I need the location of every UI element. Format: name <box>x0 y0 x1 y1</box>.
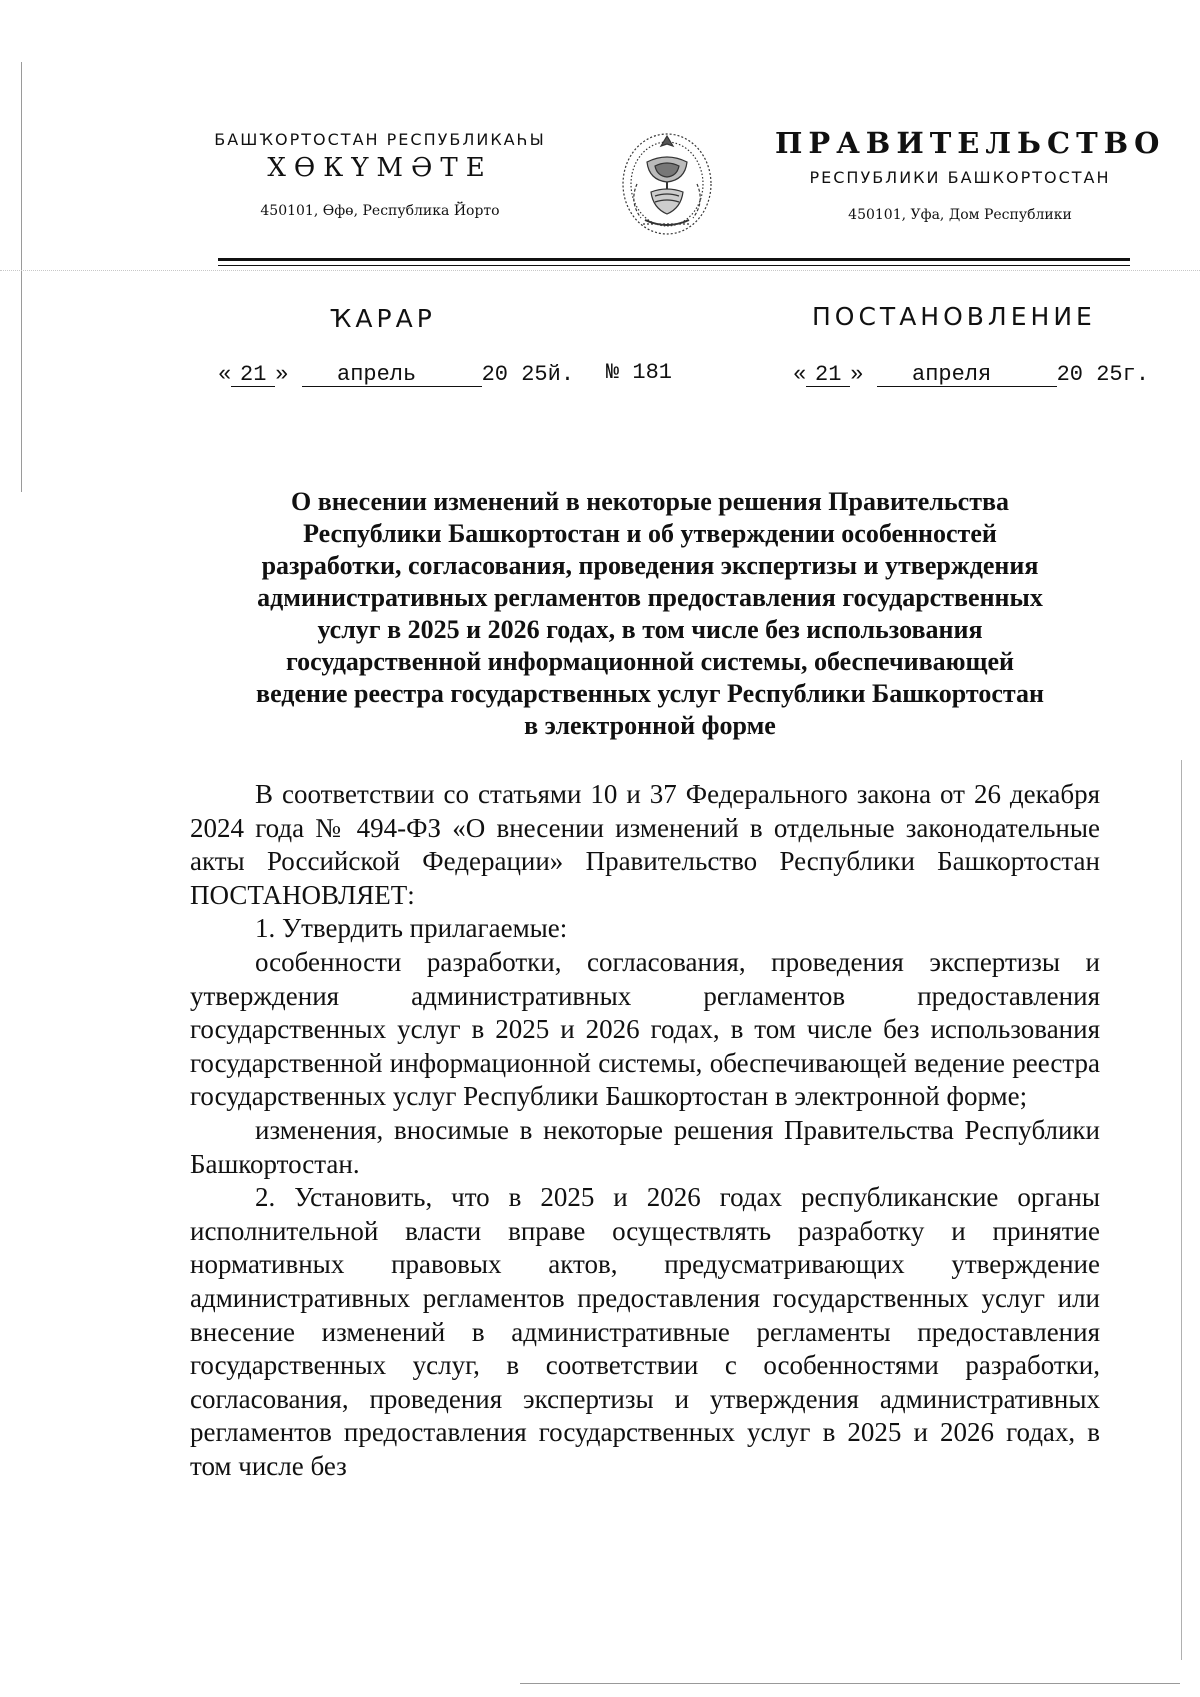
date-open-quote: « <box>793 362 807 387</box>
letterhead-russian-address: 450101, Уфа, Дом Республики <box>848 207 1072 223</box>
date-bashkir <box>218 362 574 387</box>
letterhead-bashkir-government: ХӨКҮМӘТЕ <box>267 153 493 183</box>
letterhead-russian <box>775 126 1166 223</box>
date-month-blank <box>1027 364 1057 387</box>
body-paragraph-subitem-features: особенности разработки, согласования, проведения экспертизы и утверждения административных регламентов предоставления государственных услуг в 2025 и 2026 годах, в том числе без использования государственной информационной системы, обеспечивающей ведение реестра государственных услуг Республики Башкортостан в электронной форме; <box>190 946 1100 1112</box>
date-open-quote: « <box>218 362 232 387</box>
date-year-suffix: 25й. <box>521 362 575 387</box>
date-year-prefix: 20 <box>481 362 509 387</box>
title-line: государственной информационной системы, обеспечивающей <box>286 647 1014 676</box>
document-body <box>190 778 1100 1483</box>
date-close-quote: » <box>275 362 289 387</box>
date-day: 21 <box>231 364 275 387</box>
title-line: разработки, согласования, проведения экспертизы и утверждения <box>261 551 1039 580</box>
date-month-blank <box>452 364 482 387</box>
doc-kind-bashkir: ҠАРАР <box>330 304 436 333</box>
scan-edge-left <box>21 62 22 492</box>
body-paragraph-item-1: 1. Утвердить прилагаемые: <box>255 913 568 944</box>
body-paragraph-preamble: В соответствии со статьями 10 и 37 Федерального закона от 26 декабря 2024 года № 494-ФЗ «О внесении изменений в отдельные законодательные акты Российской Федерации» Правительство Республики Башкортостан ПОСТАНОВЛЯЕТ: <box>190 779 1100 910</box>
title-line: в электронной форме <box>524 711 776 740</box>
title-line: ведение реестра государственных услуг Республики Башкортостан <box>256 679 1044 708</box>
date-day: 21 <box>806 364 850 387</box>
date-year-prefix: 20 <box>1056 362 1084 387</box>
scan-edge-right <box>1181 760 1182 1660</box>
date-close-quote: » <box>850 362 864 387</box>
letterhead-bashkir-republic: БАШҠОРТОСТАН РЕСПУБЛИКАҺЫ <box>214 130 546 149</box>
body-paragraph-item-2: 2. Установить, что в 2025 и 2026 годах республиканские органы исполнительной власти вправе осуществлять разработку и принятие нормативных правовых актов, предусматривающих утверждение административных регламентов предоставления государственных услуг или внесение изменений в административные регламенты предоставления государственных услуг, в соответствии с особенностями разработки, согласования, проведения экспертизы и утверждения административных регламентов предоставления государственных услуг в 2025 и 2026 годах, в том числе без <box>190 1182 1100 1481</box>
title-line: О внесении изменений в некоторые решения Правительства <box>290 487 1010 516</box>
date-month: апрель <box>302 364 452 387</box>
doc-kind-russian: ПОСТАНОВЛЕНИЕ <box>812 302 1096 331</box>
bashkortostan-coat-of-arms-icon <box>615 122 719 240</box>
title-line: услуг в 2025 и 2026 годах, в том числе без использования <box>317 615 983 644</box>
letterhead-russian-republic: РЕСПУБЛИКИ БАШКОРТОСТАН <box>809 168 1111 187</box>
letterhead-rule-thin <box>218 265 1130 266</box>
letterhead-rule-thick <box>218 258 1130 261</box>
letterhead-bashkir <box>200 130 560 219</box>
letterhead-bashkir-address: 450101, Өфө, Республика Йорто <box>260 203 500 219</box>
document-title <box>185 486 1115 742</box>
scan-noise-line <box>0 270 1200 271</box>
letterhead-russian-government: ПРАВИТЕЛЬСТВО <box>775 126 1166 160</box>
title-line: административных регламентов предоставления государственных <box>257 583 1043 612</box>
title-line: Республики Башкортостан и об утверждении особенностей <box>303 519 997 548</box>
date-month: апреля <box>877 364 1027 387</box>
scan-edge-bottom <box>520 1683 1180 1684</box>
date-russian <box>793 362 1149 387</box>
document-number: № 181 <box>606 360 673 385</box>
body-paragraph-subitem-changes: изменения, вносимые в некоторые решения Правительства Республики Башкортостан. <box>190 1114 1100 1179</box>
date-year-suffix: 25г. <box>1096 362 1150 387</box>
